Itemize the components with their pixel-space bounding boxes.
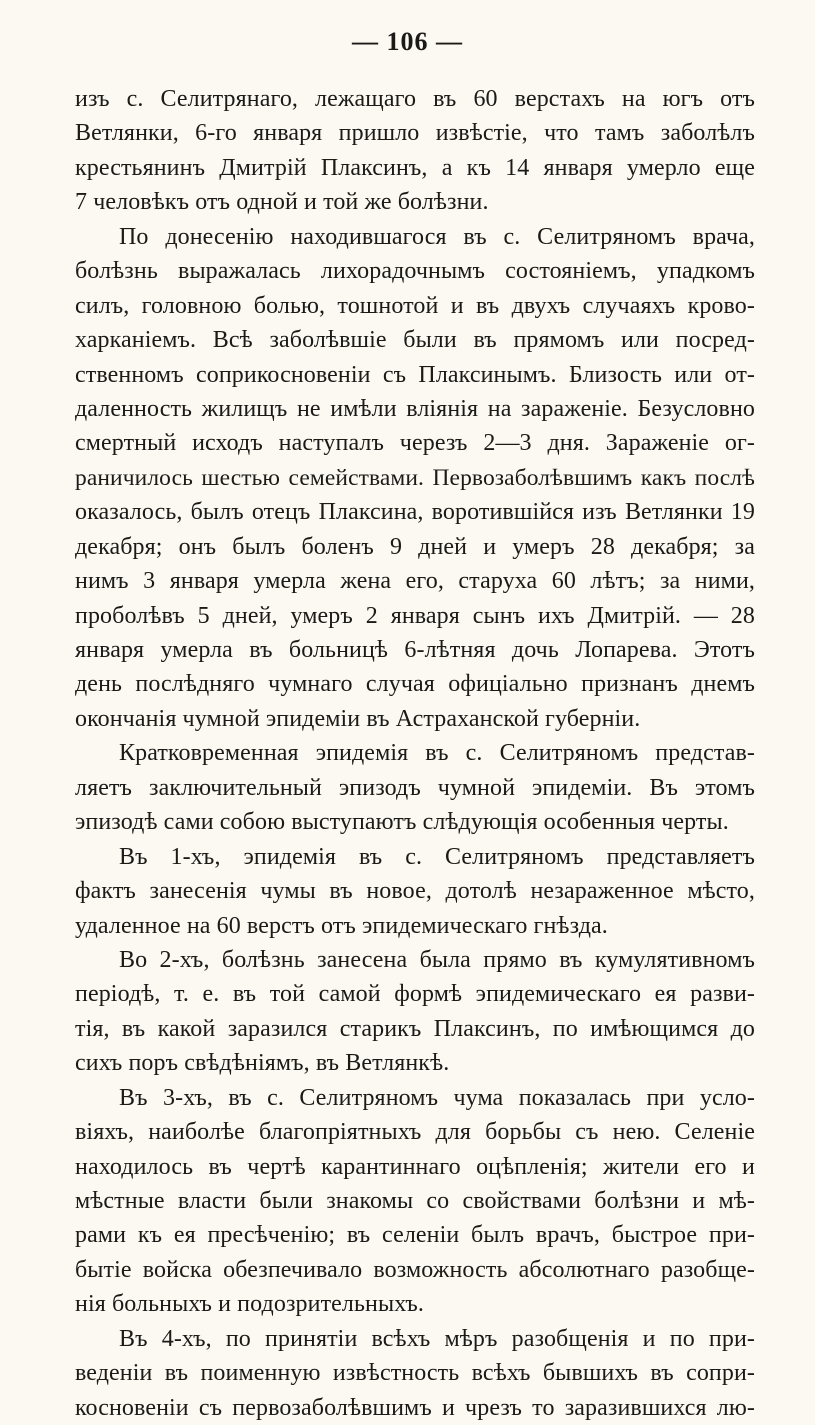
text-line: ственномъ соприкосновеніи съ Плаксинымъ. Близость или от- [75, 361, 755, 388]
text-line: мѣстные власти были знакомы со свойствами болѣзни и мѣ- [75, 1188, 755, 1214]
text-line: косновеніи съ первозаболѣвшимъ и чрезъ то заразившихся лю- [75, 1394, 755, 1421]
text-line: смертный исходъ наступалъ черезъ 2—3 дня. Зараженіе ог- [75, 430, 755, 457]
text-line: окончанія чумной эпидеміи въ Астраханской губерніи. [75, 705, 641, 732]
paragraph-first-line: Въ 3-хъ, въ с. Селитряномъ чума показалась при усло- [119, 1084, 755, 1111]
text-line: нія больныхъ и подозрительныхъ. [75, 1291, 424, 1318]
text-line: изъ с. Селитрянаго, лежащаго въ 60 верстахъ на югъ отъ [75, 86, 755, 112]
paragraph-first-line: По донесенію находившагося въ с. Селитряномъ врача, [119, 223, 755, 250]
text-line: оказалось, былъ отецъ Плаксина, воротившійся изъ Ветлянки 19 [75, 499, 755, 526]
text-line: день послѣдняго чумнаго случая офиціально признанъ днемъ [75, 671, 755, 698]
text-line: декабря; онъ былъ боленъ 9 дней и умеръ 28 декабря; за [75, 533, 755, 560]
text-line: удаленное на 60 верстъ отъ эпидемическаго гнѣзда. [75, 912, 608, 939]
text-line: періодѣ, т. е. въ той самой формѣ эпидемическаго ея разви- [75, 981, 755, 1008]
text-line: фактъ занесенія чумы въ новое, дотолѣ незараженное мѣсто, [75, 878, 755, 905]
text-line: веденіи въ поименную извѣстность всѣхъ бывшихъ въ сопри- [75, 1360, 755, 1387]
text-line: эпизодѣ сами собою выступаютъ слѣдующія особенныя черты. [75, 809, 729, 836]
text-line: рами къ ея пресѣченію; въ селеніи былъ врачъ, быстрое при- [75, 1222, 755, 1249]
text-line: бытіе войска обезпечивало возможность абсолютнаго разобще- [75, 1256, 755, 1283]
text-line: крестьянинъ Дмитрій Плаксинъ, а къ 14 января умерло еще [75, 154, 755, 181]
page-number: — 106 — [352, 27, 463, 56]
text-line: даленность жилищъ не имѣли вліянія на зараженіе. Безусловно [75, 395, 755, 422]
text-line: силъ, головною болью, тошнотой и въ двухъ случаяхъ крово- [75, 292, 755, 319]
text-line: сихъ поръ свѣдѣніямъ, въ Ветлянкѣ. [75, 1050, 450, 1077]
text-line: находилось въ чертѣ карантиннаго оцѣпленія; жители его и [75, 1153, 755, 1180]
paragraph-first-line: Во 2-хъ, болѣзнь занесена была прямо въ кумулятивномъ [119, 946, 755, 973]
text-line: Ветлянки, 6-го января пришло извѣстіе, что тамъ заболѣлъ [75, 120, 755, 147]
text-line: болѣзнь выражалась лихорадочнымъ состояніемъ, упадкомъ [75, 258, 755, 285]
text-line: нимъ 3 января умерла жена его, старуха 60 лѣтъ; за ними, [75, 568, 755, 595]
text-line: харканіемъ. Всѣ заболѣвшіе были въ прямомъ или посред- [75, 327, 755, 354]
paragraph-first-line: Въ 4-хъ, по принятіи всѣхъ мѣръ разобщенія и по при- [119, 1325, 755, 1352]
text-line: проболѣвъ 5 дней, умеръ 2 января сынъ ихъ Дмитрій. — 28 [75, 602, 755, 629]
text-line: января умерла въ больницѣ 6-лѣтняя дочь Лопарева. Этотъ [75, 637, 755, 663]
text-line: раничилось шестью семействами. Первозаболѣвшимъ какъ послѣ [75, 464, 755, 491]
text-line: ляетъ заключительный эпизодъ чумной эпидеміи. Въ этомъ [75, 774, 755, 801]
text-line: 7 человѣкъ отъ одной и той же болѣзни. [75, 189, 489, 216]
text-line: тія, въ какой заразился старикъ Плаксинъ, по имѣющимся до [75, 1015, 755, 1042]
text-line: віяхъ, наиболѣе благопріятныхъ для борьбы съ нею. Селеніе [75, 1119, 755, 1146]
paragraph-first-line: Кратковременная эпидемія въ с. Селитряномъ представ- [119, 740, 755, 767]
body-text [75, 82, 755, 1425]
paragraph-first-line: Въ 1-хъ, эпидемія въ с. Селитряномъ представляетъ [119, 843, 755, 870]
